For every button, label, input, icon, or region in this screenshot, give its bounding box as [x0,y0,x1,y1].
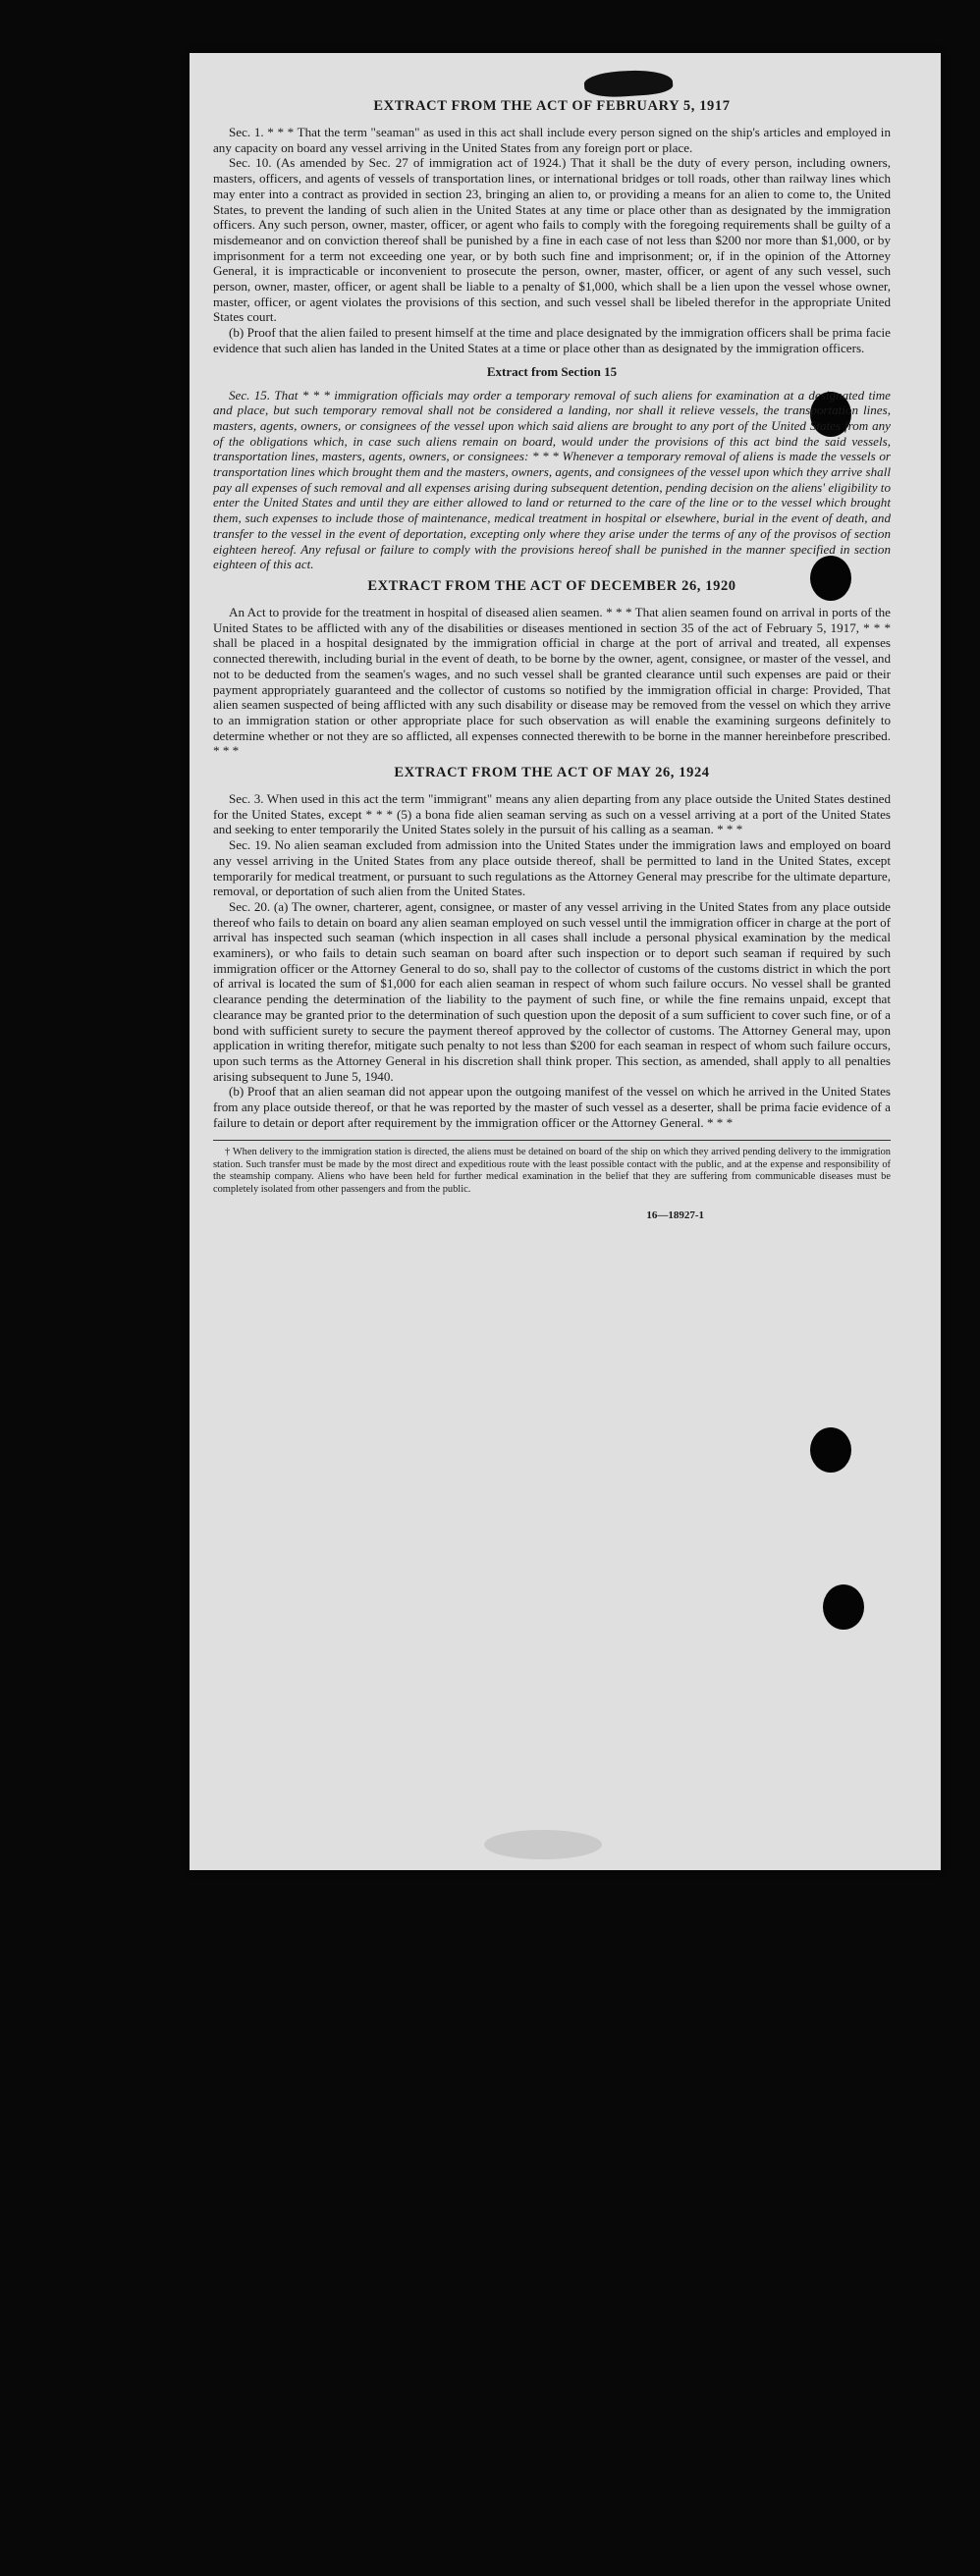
section-heading: EXTRACT FROM THE ACT OF DECEMBER 26, 1920 [367,577,736,594]
document-page [190,53,941,1870]
footnote: † When delivery to the immigration station is directed, the aliens must be detained on board of the ship on which they arrived pending delivery to the immigration station. Such transfer must be made by the most direct and expeditious route with the least possible contact with the public, and at the expense and responsibility of the steamship company. Aliens who have been held for further medical examination in the belief that they are suffering from communicable diseases must be completely isolated from other passengers and from the public. [213,1147,891,1195]
paragraph: Sec. 3. When used in this act the term "immigrant" means any alien departing from any place outside the United States destined for the United States, except * * * (5) a bona fide alien seaman serving as such on a vessel arriving at a port of the United States and seeking to enter temporarily the United States solely in the pursuit of his calling as a seaman. * * * [213,791,891,837]
paragraph: An Act to provide for the treatment in hospital of diseased alien seamen. * * * That alien seamen found on arrival in ports of the United States to be afflicted with any of the disabilities or diseases mentioned in section 35 of the act of February 5, 1917, * * * shall be placed in a hospital designated by the immigration official in charge at the port of arrival and treated, all expenses connected therewith, including burial in the event of death, to be borne by the owner, agent, consignee, or master of the vessel, and not to be deducted from the seamen's wages, and no such vessel shall be granted clearance until such expenses are paid or their payment appropriately guaranteed and the collector of customs so notified by the immigration official in charge: Provided, That alien seamen suspected of being afflicted with any such disability or disease may be removed from the vessel on which they arrive to an immigration station or other appropriate place for such observation as will enable the examining surgeons definitely to determine whether or not they are so afflicted, all expenses connected therewith to be borne in the manner hereinbefore prescribed. * * * [213,604,891,759]
paragraph: Sec. 1. * * * That the term "seaman" as used in this act shall include every person signed on the ship's articles and employed in any capacity on board any vessel arriving in the United States from any foreign port or place. [213,125,891,155]
paragraph: (b) Proof that an alien seaman did not appear upon the outgoing manifest of the vessel on which he arrived in the United States from any place outside thereof, or that he was reported by the master of such vessel as a deserter, shall be prima facie evidence of a failure to detain or deport after requirement by the immigration officer or the Attorney General. * * * [213,1084,891,1130]
footnote-divider [213,1140,891,1141]
scuff-mark [484,1830,602,1859]
section-heading: EXTRACT FROM THE ACT OF MAY 26, 1924 [394,765,710,781]
paragraph: Sec. 20. (a) The owner, charterer, agent, consignee, or master of any vessel arriving in the United States from any place outside thereof who fails to detain on board any alien seaman employed on such vessel until the immigration officer in charge at the port of arrival has inspected such seaman (which inspection in all cases shall include a personal physical examination by the medical examiners), or who fails to detain such seaman on board after such inspection or to deport such seaman if required by such immigration officer or the Attorney General to do so, shall pay to the collector of customs of the customs district in which the port of arrival is located the sum of $1,000 for each alien seaman in respect of whom such failure occurs. No vessel shall be granted clearance pending the determination of the liability to the payment of such fine, or while the fine remains unpaid, except that clearance may be granted prior to the determination of such question upon the deposit of a sum sufficient to cover such fine, or of a bond with sufficient surety to secure the payment thereof approved by the collector of customs. The Attorney General may, upon application in writing therefor, mitigate such penalty to not less than $200 for each seaman in respect of whom such failure occurs, upon such terms as the Attorney General in his discretion shall think proper. This section, as amended, shall apply to all penalties arising subsequent to June 5, 1940. [213,898,891,1084]
punch-hole [810,1427,851,1473]
paragraph: Sec. 10. (As amended by Sec. 27 of immigration act of 1924.) That it shall be the duty of every person, including owners, masters, officers, and agents of vessels of transportation lines, or international bridges or toll roads, other than railway lines which may enter into a contract as provided in section 23, bringing an alien to, or providing a means for an alien to come to, the United States, to prevent the landing of such alien in the United States at any time or place other than as designated by the immigration officers. Any such person, owner, master, officer, or agent who fails to comply with the foregoing requirements shall be guilty of a misdemeanor and on conviction thereof shall be punished by a fine in each case of not less than $200 nor more than $1,000, or by imprisonment for a term not exceeding one year, or by both such fine and imprisonment; or, if in the opinion of the Attorney General, it is impracticable or inconvenient to prosecute the person, owner, master, officer, or agent of any such vessel, such person, owner, master, officer, or agent shall be liable to a penalty of $1,000, which shall be a lien upon the vessel whose owner, master, officer, or agent violates the provisions of this section, and such vessel shall be libeled therefor in the appropriate United States court. [213,155,891,325]
punch-hole [823,1584,864,1630]
section-heading: Extract from Section 15 [486,363,618,379]
print-code: 16—18927-1 [646,1209,704,1222]
paragraph: Sec. 19. No alien seaman excluded from admission into the United States under the immigration laws and employed on board any vessel arriving in the United States from any place outside thereof, shall be permitted to land in the United States, except temporarily for medical treatment, or pursuant to such regulations as the Attorney General may prescribe for the ultimate departure, removal, or deportation of such alien from the United States. [213,837,891,899]
document-content [213,92,891,1221]
paragraph: Sec. 15. That * * * immigration officials may order a temporary removal of such aliens for examination at a designated time and place, but such temporary removal shall not be considered a landing, nor shall it relieve vessels, the transportation lines, masters, agents, owners, or consignees of the vessel upon which said aliens are brought to any port of the United States from any of the obligations which, in case such aliens remain on board, would under the provisions of this act bind the said vessels, transportation lines, masters, agents, owners, or consignees: * * * Whenever a temporary removal of aliens is made the vessels or transportation lines which brought them and the masters, owners, agents, and consignees of the vessel upon which they arrive shall pay all expenses of such removal and all expenses arising during subsequent detention, pending decision on the aliens' eligibility to enter the United States and until they are either allowed to land or returned to the care of the line or to the vessel which brought them, such expenses to include those of maintenance, medical treatment in hospital or elsewhere, burial in the event of death, and transfer to the vessel in the event of deportation, excepting only where they arise under the terms of any of the provisos of section eighteen hereof. Any refusal or failure to comply with the provisions hereof shall be punished in the manner specified in section eighteen of this act. [213,387,891,572]
paragraph: (b) Proof that the alien failed to present himself at the time and place designated by the immigration officers shall be prima facie evidence that such alien has landed in the United States at a time or place other than as designated by the immigration officers. [213,325,891,355]
section-heading: EXTRACT FROM THE ACT OF FEBRUARY 5, 1917 [373,98,731,114]
